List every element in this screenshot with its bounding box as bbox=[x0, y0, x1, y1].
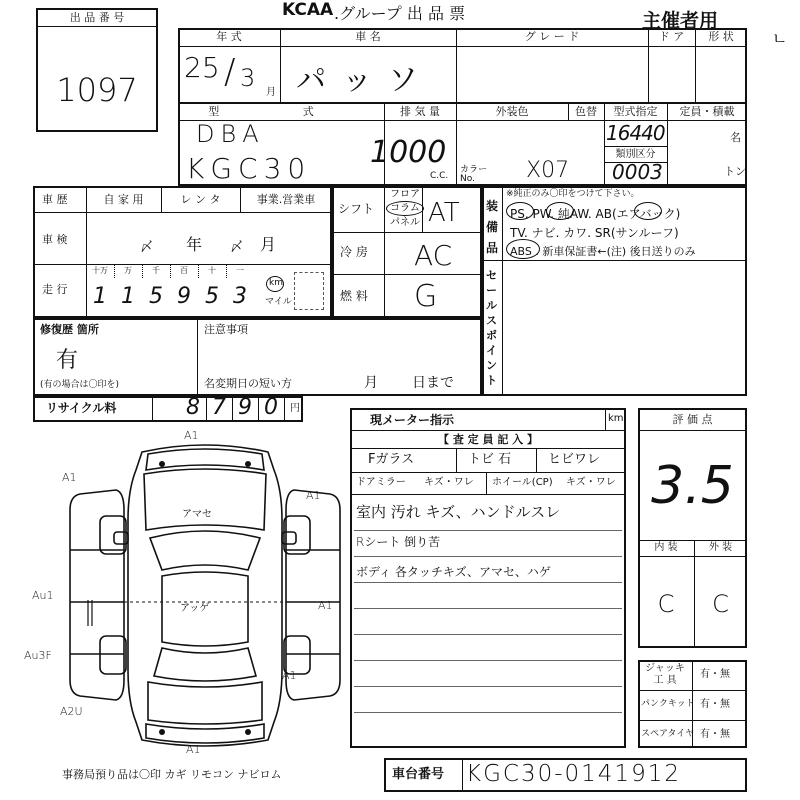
spare-label: スペアタイヤ bbox=[641, 729, 695, 739]
mileage-digit-label: 十万 bbox=[92, 266, 108, 275]
equipment-line-1: PS. PW. 純AW. AB(エアバック) bbox=[510, 207, 681, 221]
door-mirror-label: ドアミラー bbox=[356, 477, 406, 488]
recycle-unit: 円 bbox=[290, 403, 300, 414]
shift-panel: パネル bbox=[390, 217, 420, 228]
ac-value: AC bbox=[414, 239, 453, 272]
jack-option: 有・無 bbox=[700, 669, 730, 680]
model-designation-value: 16440 bbox=[606, 121, 665, 145]
chassis-label: 車台番号 bbox=[392, 767, 445, 782]
mileage-digit: 1 bbox=[93, 284, 107, 309]
caution-month-unit: 月 bbox=[364, 375, 378, 391]
shift-floor: フロア bbox=[390, 189, 420, 200]
color-no-value: X07 bbox=[526, 158, 570, 183]
fglass-label: Fガラス bbox=[368, 452, 415, 467]
ab-circle bbox=[634, 202, 662, 220]
car-name-label: 車 名 bbox=[355, 30, 381, 43]
mileage-digit: 1 bbox=[121, 284, 135, 309]
inspection-month-unit: 月 bbox=[260, 235, 277, 254]
body-label: 形 状 bbox=[708, 30, 734, 43]
car-name-value: パッソ bbox=[296, 63, 434, 98]
displacement-value: 1000 bbox=[370, 135, 447, 170]
inspection-dash-year: 〆 bbox=[140, 240, 154, 255]
mileage-digit-label: 百 bbox=[180, 266, 188, 275]
inspector-note-3: ボディ 各タッチキズ、アマセ、ハゲ bbox=[356, 565, 551, 579]
caution-label: 注意事項 bbox=[204, 323, 248, 336]
inspection-year-unit: 年 bbox=[186, 235, 203, 254]
history-private: 自 家 用 bbox=[103, 193, 144, 206]
recycle-digit: 0 bbox=[264, 395, 278, 420]
recycle-digit: 9 bbox=[238, 395, 252, 420]
inspector-label: 【 査 定 員 記 入 】 bbox=[438, 433, 538, 446]
mileage-digit-label: 十 bbox=[208, 266, 216, 275]
history-business: 事業.営業車 bbox=[256, 193, 316, 206]
scratch-crack2-label: キズ・ワレ bbox=[566, 477, 616, 488]
mileage-digit: 5 bbox=[149, 284, 163, 309]
header-organizer: 主催者用 bbox=[642, 10, 719, 32]
diagram-mark-left-lower: Au3F bbox=[24, 649, 52, 662]
meter-label: 現メーター指示 bbox=[370, 413, 455, 427]
displacement-label: 排 気 量 bbox=[400, 105, 440, 118]
color-no-label: カラー No. bbox=[460, 165, 488, 184]
puncture-label: パンクキット bbox=[641, 699, 695, 709]
month-unit: 月 bbox=[266, 87, 276, 98]
caution-short-label: 名変期日の短い方 bbox=[204, 377, 292, 390]
scratch-crack-label: キズ・ワレ bbox=[424, 477, 474, 488]
recycle-digit: 7 bbox=[212, 395, 226, 420]
car-damage-diagram bbox=[60, 430, 350, 760]
color-change-label: 色替 bbox=[575, 105, 597, 118]
header-title: .グループ 出 品 票 bbox=[334, 4, 466, 23]
diagram-mark-right-top: A1 bbox=[306, 489, 321, 502]
diagram-mark-rear: A1 bbox=[186, 743, 201, 756]
abs-circle bbox=[506, 239, 540, 259]
meter-unit: km bbox=[608, 413, 624, 424]
pw-circle bbox=[546, 202, 574, 220]
diagram-mark-front: A1 bbox=[184, 429, 199, 442]
model-code: KGC30 bbox=[186, 152, 312, 185]
equipment-note: ※純正のみ〇印をつけて下さい。 bbox=[506, 189, 640, 199]
diagram-mark-left-mid: Au1 bbox=[32, 589, 54, 602]
cc-unit: C.C. bbox=[430, 171, 449, 181]
inspector-note-1: 室内 汚れ キズ、ハンドルスレ bbox=[356, 503, 561, 521]
lot-header: 出 品 番 号 bbox=[69, 11, 125, 24]
diagram-mark-right-mid: A1 bbox=[318, 599, 333, 612]
class-value: 0003 bbox=[612, 160, 663, 184]
score-label: 評 価 点 bbox=[672, 413, 713, 426]
diagram-mark-left-top: A1 bbox=[62, 471, 77, 484]
inspection-dash-month: 〆 bbox=[230, 240, 244, 255]
diagram-front-note: アマセ bbox=[182, 509, 212, 520]
equipment-line-2: TV. ナビ. カワ. SR(サンルーフ) bbox=[510, 226, 679, 240]
lot-number: 1097 bbox=[56, 71, 138, 109]
repair-label: 修復歴 箇所 bbox=[40, 323, 99, 336]
inspector-note-2: Rシート 倒り苦 bbox=[356, 535, 441, 549]
jack-label: ジャッキ 工 具 bbox=[645, 663, 685, 686]
crack-label: ヒビワレ bbox=[548, 452, 601, 467]
interior-value: C bbox=[657, 590, 675, 618]
mileage-digit-label: 万 bbox=[124, 266, 132, 275]
history-label: 車 歴 bbox=[42, 193, 68, 206]
caution-day-unit: 日まで bbox=[412, 375, 454, 391]
year-label: 年 式 bbox=[216, 30, 242, 43]
history-rental: レ ン タ bbox=[180, 193, 221, 206]
spare-option: 有・無 bbox=[700, 729, 730, 740]
puncture-option: 有・無 bbox=[700, 699, 730, 710]
mile-label: マイル bbox=[265, 297, 292, 307]
diagram-roof-note: アッゲ bbox=[180, 603, 210, 614]
repair-note: (有の場合は〇印を) bbox=[40, 380, 120, 390]
repair-value: 有 bbox=[56, 348, 79, 373]
equipment-line-3: ABS . 新車保証書←(注) 後日送りのみ bbox=[510, 245, 696, 258]
wheel-label: ホイール(CP) bbox=[492, 477, 553, 488]
chassis-value: KGC30-0141912 bbox=[466, 761, 681, 787]
interior-label: 内 装 bbox=[654, 542, 678, 553]
recycle-digit: 8 bbox=[186, 395, 200, 420]
exterior-label: 外 装 bbox=[708, 542, 733, 553]
persons-unit: 名 bbox=[730, 131, 741, 144]
header-brand: KCAA bbox=[282, 0, 334, 20]
grade-label: グ レ ー ド bbox=[524, 30, 580, 43]
class-label: 類別区分 bbox=[615, 149, 656, 160]
mileage-digit-label: 一 bbox=[236, 266, 244, 275]
sales-point-label: セールスポイント bbox=[486, 269, 497, 387]
shift-column: コラム bbox=[390, 203, 420, 214]
fuel-label: 燃 料 bbox=[340, 289, 368, 303]
month-value: 3 bbox=[240, 64, 256, 92]
corner-mark: ㄴ bbox=[772, 29, 788, 48]
year-slash: / bbox=[224, 52, 236, 92]
diagram-mark-right-bottom: A1 bbox=[282, 669, 297, 682]
mileage-digit-label: 千 bbox=[152, 266, 160, 275]
mileage-digit: 9 bbox=[177, 284, 191, 309]
km-label: km bbox=[269, 278, 283, 288]
exterior-color-label: 外装色 bbox=[495, 105, 529, 118]
exterior-value: C bbox=[712, 590, 729, 618]
ps-circle bbox=[506, 202, 534, 220]
capacity-label: 定員・積載 bbox=[679, 105, 735, 118]
deposit-note: 事務局預り品は〇印 カギ リモコン ナビロム bbox=[62, 768, 282, 781]
tons-unit: トン bbox=[724, 165, 746, 178]
tobi-label: トビ 石 bbox=[468, 452, 512, 467]
year-value: 25 bbox=[184, 51, 220, 84]
model-label: 型 式 bbox=[208, 105, 354, 118]
mile-box bbox=[294, 272, 324, 310]
recycle-label: リサイクル料 bbox=[46, 401, 117, 415]
fuel-value: G bbox=[414, 279, 438, 314]
model-code-prefix: DBA bbox=[196, 120, 265, 148]
inspection-label: 車 検 bbox=[42, 233, 68, 246]
score-value: 3.5 bbox=[651, 456, 734, 516]
diagram-mark-left-bottom: A2U bbox=[60, 705, 83, 718]
mileage-digit: 3 bbox=[233, 284, 247, 309]
ac-label: 冷 房 bbox=[340, 245, 368, 259]
door-label: ド ア bbox=[658, 30, 685, 43]
shift-value: AT bbox=[428, 198, 460, 228]
mileage-label: 走 行 bbox=[42, 283, 68, 296]
equipment-label: 装 備 品 bbox=[486, 199, 499, 255]
shift-label: シフト bbox=[338, 202, 375, 216]
model-designation-label: 型式指定 bbox=[613, 105, 658, 118]
mileage-digit: 5 bbox=[205, 284, 219, 309]
